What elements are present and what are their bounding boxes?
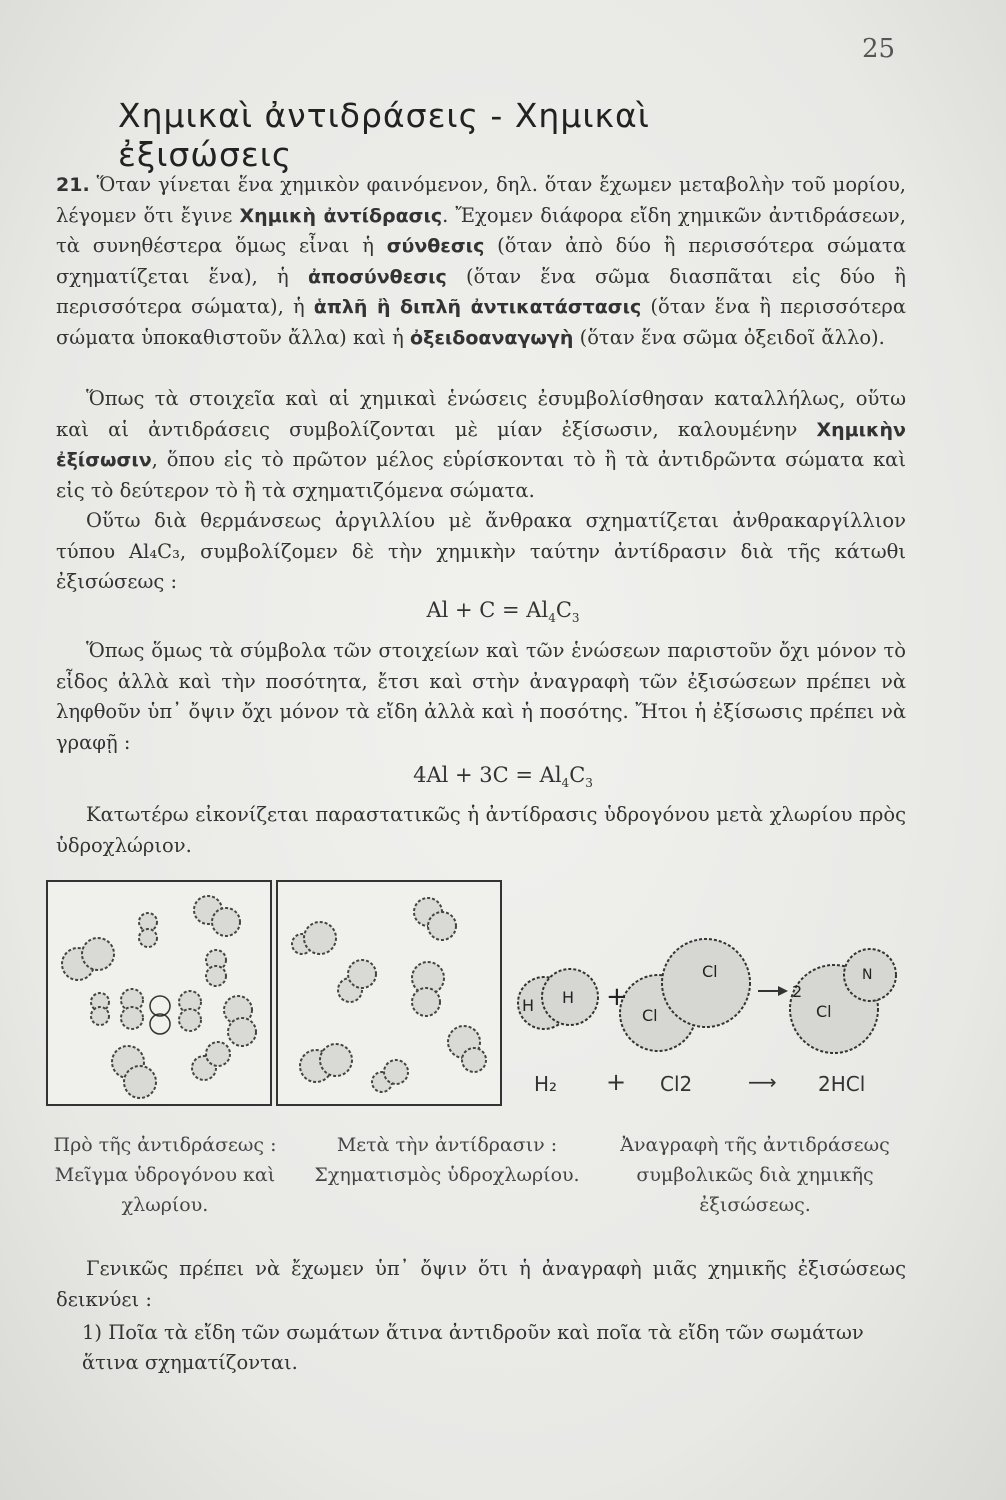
equation-label-h2: H₂	[534, 1072, 558, 1096]
term-synthesis: σύνθεσις	[386, 235, 485, 257]
equation-balanced: $4Al + 3C = Al_4C_3$	[413, 763, 593, 791]
svg-text:Cl: Cl	[816, 1002, 832, 1021]
reaction-diagram	[506, 925, 926, 1065]
svg-text:Cl: Cl	[642, 1006, 658, 1025]
molecules-mixture-illustration	[48, 882, 270, 1104]
paragraph-general: Γενικῶς πρέπει νὰ ἔχωμεν ὑπ᾽ ὄψιν ὅτι ἡ ἀναγραφὴ μιᾶς χημικῆς ἐξισώσεως δεικνύει :	[56, 1257, 906, 1311]
paragraph-21: 21. Ὅταν γίνεται ἕνα χημικὸν φαινόμενον, δηλ. ὅταν ἔχωμεν μεταβολὴν τοῦ μορίου, λέγομεν ὅτι ἔγινε Χημικὴ ἀντίδρασις. Ἔχομεν διάφορα εἴδη χημικῶν ἀντιδράσεων, τὰ συνηθέστερα ὅμως εἶναι ἡ σύνθεσις (ὅταν ἀπὸ δύο ἢ περισσότερα σώματα σχηματίζεται ἕνα), ἡ ἀποσύνθεσις (ὅταν ἕνα σῶμα διασπᾶται εἰς δύο ἢ περισσότερα σώματα), ἡ ἁπλῆ ἢ διπλῆ ἀντικατάστασις (ὅταν ἕνα ἢ περισσότερα σώματα ὑποκαθιστοῦν ἄλλα) καὶ ἡ ὀξειδοαναγωγὴ (ὅταν ἕνα σῶμα ὀξειδοῖ ἄλλο).	[56, 173, 906, 349]
svg-text:H: H	[522, 996, 535, 1015]
panel-before-reaction	[46, 880, 272, 1106]
equation-unbalanced: $Al + C = Al_4C_3$	[426, 598, 580, 626]
equation-label-cl2: Cl2	[660, 1072, 693, 1096]
svg-text:H: H	[562, 988, 575, 1007]
term-redox: ὀξειδοαναγωγὴ	[410, 326, 574, 349]
term-chemical-reaction: Χημικὴ ἀντίδρασις	[239, 204, 443, 227]
svg-text:+: +	[606, 982, 628, 1012]
page-number: 25	[862, 34, 896, 64]
caption-before: Πρὸ τῆς ἀντιδράσεως : Μεῖγμα ὑδρογόνου καὶ χλωρίου.	[53, 1134, 277, 1216]
svg-text:Cl: Cl	[702, 962, 718, 981]
panel-after-reaction	[276, 880, 502, 1106]
term-decomposition: ἀποσύνθεσις	[307, 265, 447, 288]
paragraph-figure-intro: Κατωτέρω εἰκονίζεται παραστατικῶς ἡ ἀντίδρασις ὑδρογόνου μετὰ χλωρίου πρὸς ὑδροχλώριον.	[56, 803, 906, 857]
caption-after: Μετὰ τὴν ἀντίδρασιν : Σχηματισμὸς ὑδροχλωρίου.	[314, 1134, 580, 1186]
equation-label-2hcl: 2HCl	[818, 1072, 866, 1096]
equation-label-arrow: ⟶	[748, 1070, 777, 1094]
list-item: 1) Ποῖα τὰ εἴδη τῶν σωμάτων ἅτινα ἀντιδροῦν καὶ ποῖα τὰ εἴδη τῶν σωμάτων ἅτινα σχηματίζονται.	[82, 1321, 864, 1374]
paragraph-aluminium-carbide: Οὕτω διὰ θερμάνσεως ἀργιλλίου μὲ ἄνθρακα σχηματίζεται ἀνθρακαργίλλιον τύπου Al₄C₃, συμβολίζομεν δὲ τὴν χημικὴν ταύτην ἀντίδρασιν διὰ τῆς κάτωθι ἐξισώσεως :	[56, 509, 906, 593]
hydrogen-chloride-illustration	[278, 882, 500, 1104]
svg-text:N: N	[862, 967, 873, 983]
paragraph-equation-intro: Ὅπως τὰ στοιχεῖα καὶ αἱ χημικαὶ ἑνώσεις ἐσυμβολίσθησαν καταλλήλως, οὕτω καὶ αἱ ἀντιδράσεις συμβολίζονται μὲ μίαν ἐξίσωσιν, καλουμένην Χημικὴν ἐξίσωσιν, ὅπου εἰς τὸ πρῶτον μέλος εὑρίσκονται τὸ ἢ τὰ ἀντιδρῶντα σώματα καὶ εἰς τὸ δεύτερον τὸ ἢ τὰ σχηματιζόμενα σώματα.	[56, 387, 906, 502]
chlorine-atom-2	[662, 939, 750, 1027]
caption-symbolic: Ἀναγραφὴ τῆς ἀντιδράσεως συμβολικῶς διὰ χημικῆς ἐξισώσεως.	[620, 1134, 890, 1216]
term-replacement: ἁπλῆ ἢ διπλῆ ἀντικατάστασις	[313, 296, 642, 318]
equation-label-plus: +	[606, 1068, 627, 1096]
section-number: 21.	[56, 174, 90, 196]
term-chemical-equation: Χημικὴν ἐξίσωσιν	[56, 418, 906, 471]
page-title: Χημικαὶ ἀντιδράσεις - Χημικαὶ ἐξισώσεις	[118, 96, 650, 174]
svg-text:2: 2	[792, 982, 803, 1001]
paragraph-quantity: Ὅπως ὅμως τὰ σύμβολα τῶν στοιχείων καὶ τῶν ἑνώσεων παριστοῦν ὄχι μόνον τὸ εἶδος ἀλλὰ καὶ τὴν ποσότητα, ἔτσι καὶ στὴν ἀναγραφὴ τῶν ἐξισώσεων πρέπει νὰ ληφθοῦν ὑπ᾽ ὄψιν ὄχι μόνον τὰ εἴδη ἀλλὰ καὶ ἡ ποσότης. Ἤτοι ἡ ἐξίσωσις πρέπει νὰ γραφῇ :	[56, 639, 906, 754]
